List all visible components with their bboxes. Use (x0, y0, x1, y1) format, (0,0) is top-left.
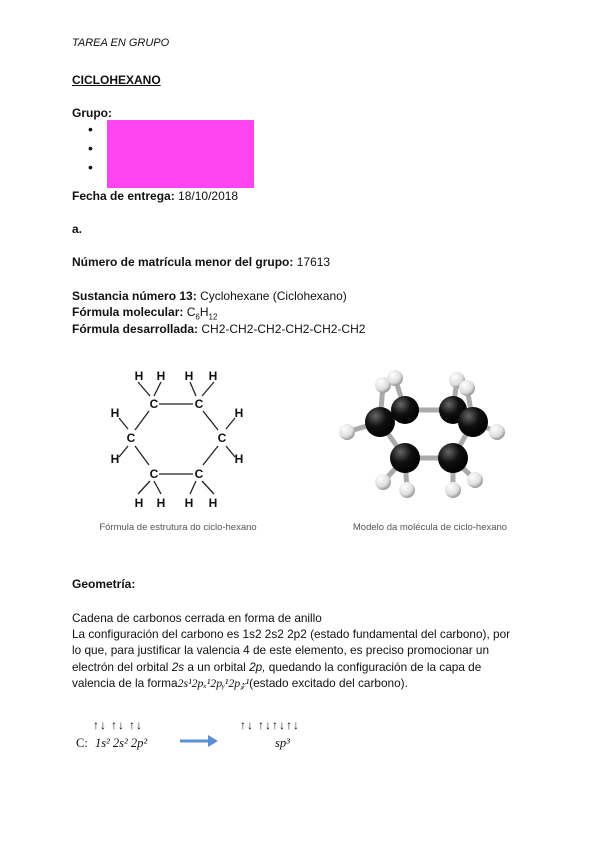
atom-h: H (184, 496, 194, 510)
config-value: 1s² 2s² 2p² (94, 736, 148, 750)
sustancia-label: Sustancia número 13: (72, 289, 197, 303)
formula-molecular-line (72, 305, 217, 321)
structural-formula-diagram (88, 360, 288, 540)
paragraph-line: La configuración del carbono es 1s2 2s2 2p2 (estado fundamental del carbono), por (72, 627, 511, 642)
text-run: (estado excitado del carbono). (249, 675, 408, 690)
paragraph-line (72, 659, 532, 675)
hydrogen-atom (445, 482, 461, 498)
atom-c: C (149, 467, 159, 481)
carbon-atom (365, 407, 395, 437)
document-title: CICLOHEXANO (72, 73, 161, 87)
formula-desarrollada-label: Fórmula desarrollada: (72, 322, 199, 336)
due-date (72, 189, 238, 203)
atom-h: H (208, 496, 218, 510)
atom-c: C (194, 397, 204, 411)
due-date-value: 18/10/2018 (178, 189, 239, 203)
carbon-atom (458, 407, 488, 437)
group-label: Grupo: (72, 106, 112, 120)
hydrogen-atom (339, 424, 355, 440)
sustancia-value: Cyclohexane (Ciclohexano) (200, 289, 347, 303)
carbon-atom (438, 443, 468, 473)
left-figure-caption: Fórmula de estrutura do ciclo-hexano (99, 522, 257, 533)
atom-c: C (194, 467, 204, 481)
orbital-arrows-right: ↑↓ ↑↓↑↓↑↓ (240, 718, 300, 732)
text-run: 2s¹2pₓ¹2pᵧ¹2p𝓏¹ (177, 675, 250, 690)
orbital-arrows-left: ↑↓ ↑↓ ↑↓ (93, 718, 143, 732)
text-run: electrón del orbital (72, 659, 172, 674)
formula-molecular-label: Fórmula molecular: (72, 305, 184, 319)
atom-c: C (217, 431, 227, 445)
hydrogen-atom (375, 474, 391, 490)
geometria-paragraph (72, 610, 532, 691)
right-figure-caption: Modelo da molécula de ciclo-hexano (352, 522, 508, 533)
geometria-heading: Geometría: (72, 577, 136, 591)
atom-c: C (126, 431, 136, 445)
due-date-label: Fecha de entrega: (72, 189, 175, 203)
redacted-names-block (107, 120, 254, 188)
ground-state-config (76, 736, 147, 751)
matricula-value: 17613 (296, 255, 331, 269)
carbon-atom (390, 443, 420, 473)
page-header: TAREA EN GRUPO (72, 37, 170, 49)
atom-h: H (234, 406, 244, 420)
section-a-label: a. (72, 222, 83, 236)
formula-c: C (186, 305, 196, 319)
atom-h: H (110, 406, 120, 420)
sustancia-line (72, 289, 347, 303)
hydrogen-atom (387, 370, 403, 386)
hydrogen-atom (459, 380, 475, 396)
hydrogen-atom (467, 472, 483, 488)
atom-h: H (134, 496, 144, 510)
atom-h: H (234, 452, 244, 466)
matricula-label: Número de matrícula menor del grupo: (72, 255, 294, 269)
hydrogen-atom (399, 482, 415, 498)
carbon-atom (391, 396, 419, 424)
molecule-model-image (325, 360, 535, 540)
atom-h: H (156, 369, 166, 383)
text-run: a un orbital (184, 659, 250, 674)
formula-molecular-value (186, 305, 218, 322)
atom-h: H (208, 369, 218, 383)
formula-h-sub: 12 (208, 312, 218, 322)
formula-desarrollada-line (72, 322, 365, 336)
text-run: quedando la configuración de la capa de (265, 659, 482, 674)
hybrid-config: sp³ (275, 736, 290, 750)
atom-c: C (149, 397, 159, 411)
hydrogen-atom (489, 424, 505, 440)
transition-arrow-icon (178, 734, 220, 748)
paragraph-line (72, 675, 532, 691)
atom-h: H (110, 452, 120, 466)
formula-c-sub: 6 (195, 312, 200, 322)
text-run: valencia de la forma (72, 675, 178, 690)
formula-h: H (199, 305, 209, 319)
paragraph-line: lo que, para justificar la valencia 4 de este elemento, es preciso promocionar un (72, 643, 490, 658)
paragraph-line: Cadena de carbonos cerrada en forma de anillo (72, 611, 322, 625)
text-run: 2p, (249, 659, 266, 674)
formula-desarrollada-value: CH2-CH2-CH2-CH2-CH2-CH2 (201, 322, 366, 336)
matricula-line (72, 255, 330, 269)
config-prefix: C: (76, 736, 88, 750)
atom-h: H (134, 369, 144, 383)
atom-h: H (156, 496, 166, 510)
text-run: 2s (171, 659, 185, 674)
atom-h: H (184, 369, 194, 383)
